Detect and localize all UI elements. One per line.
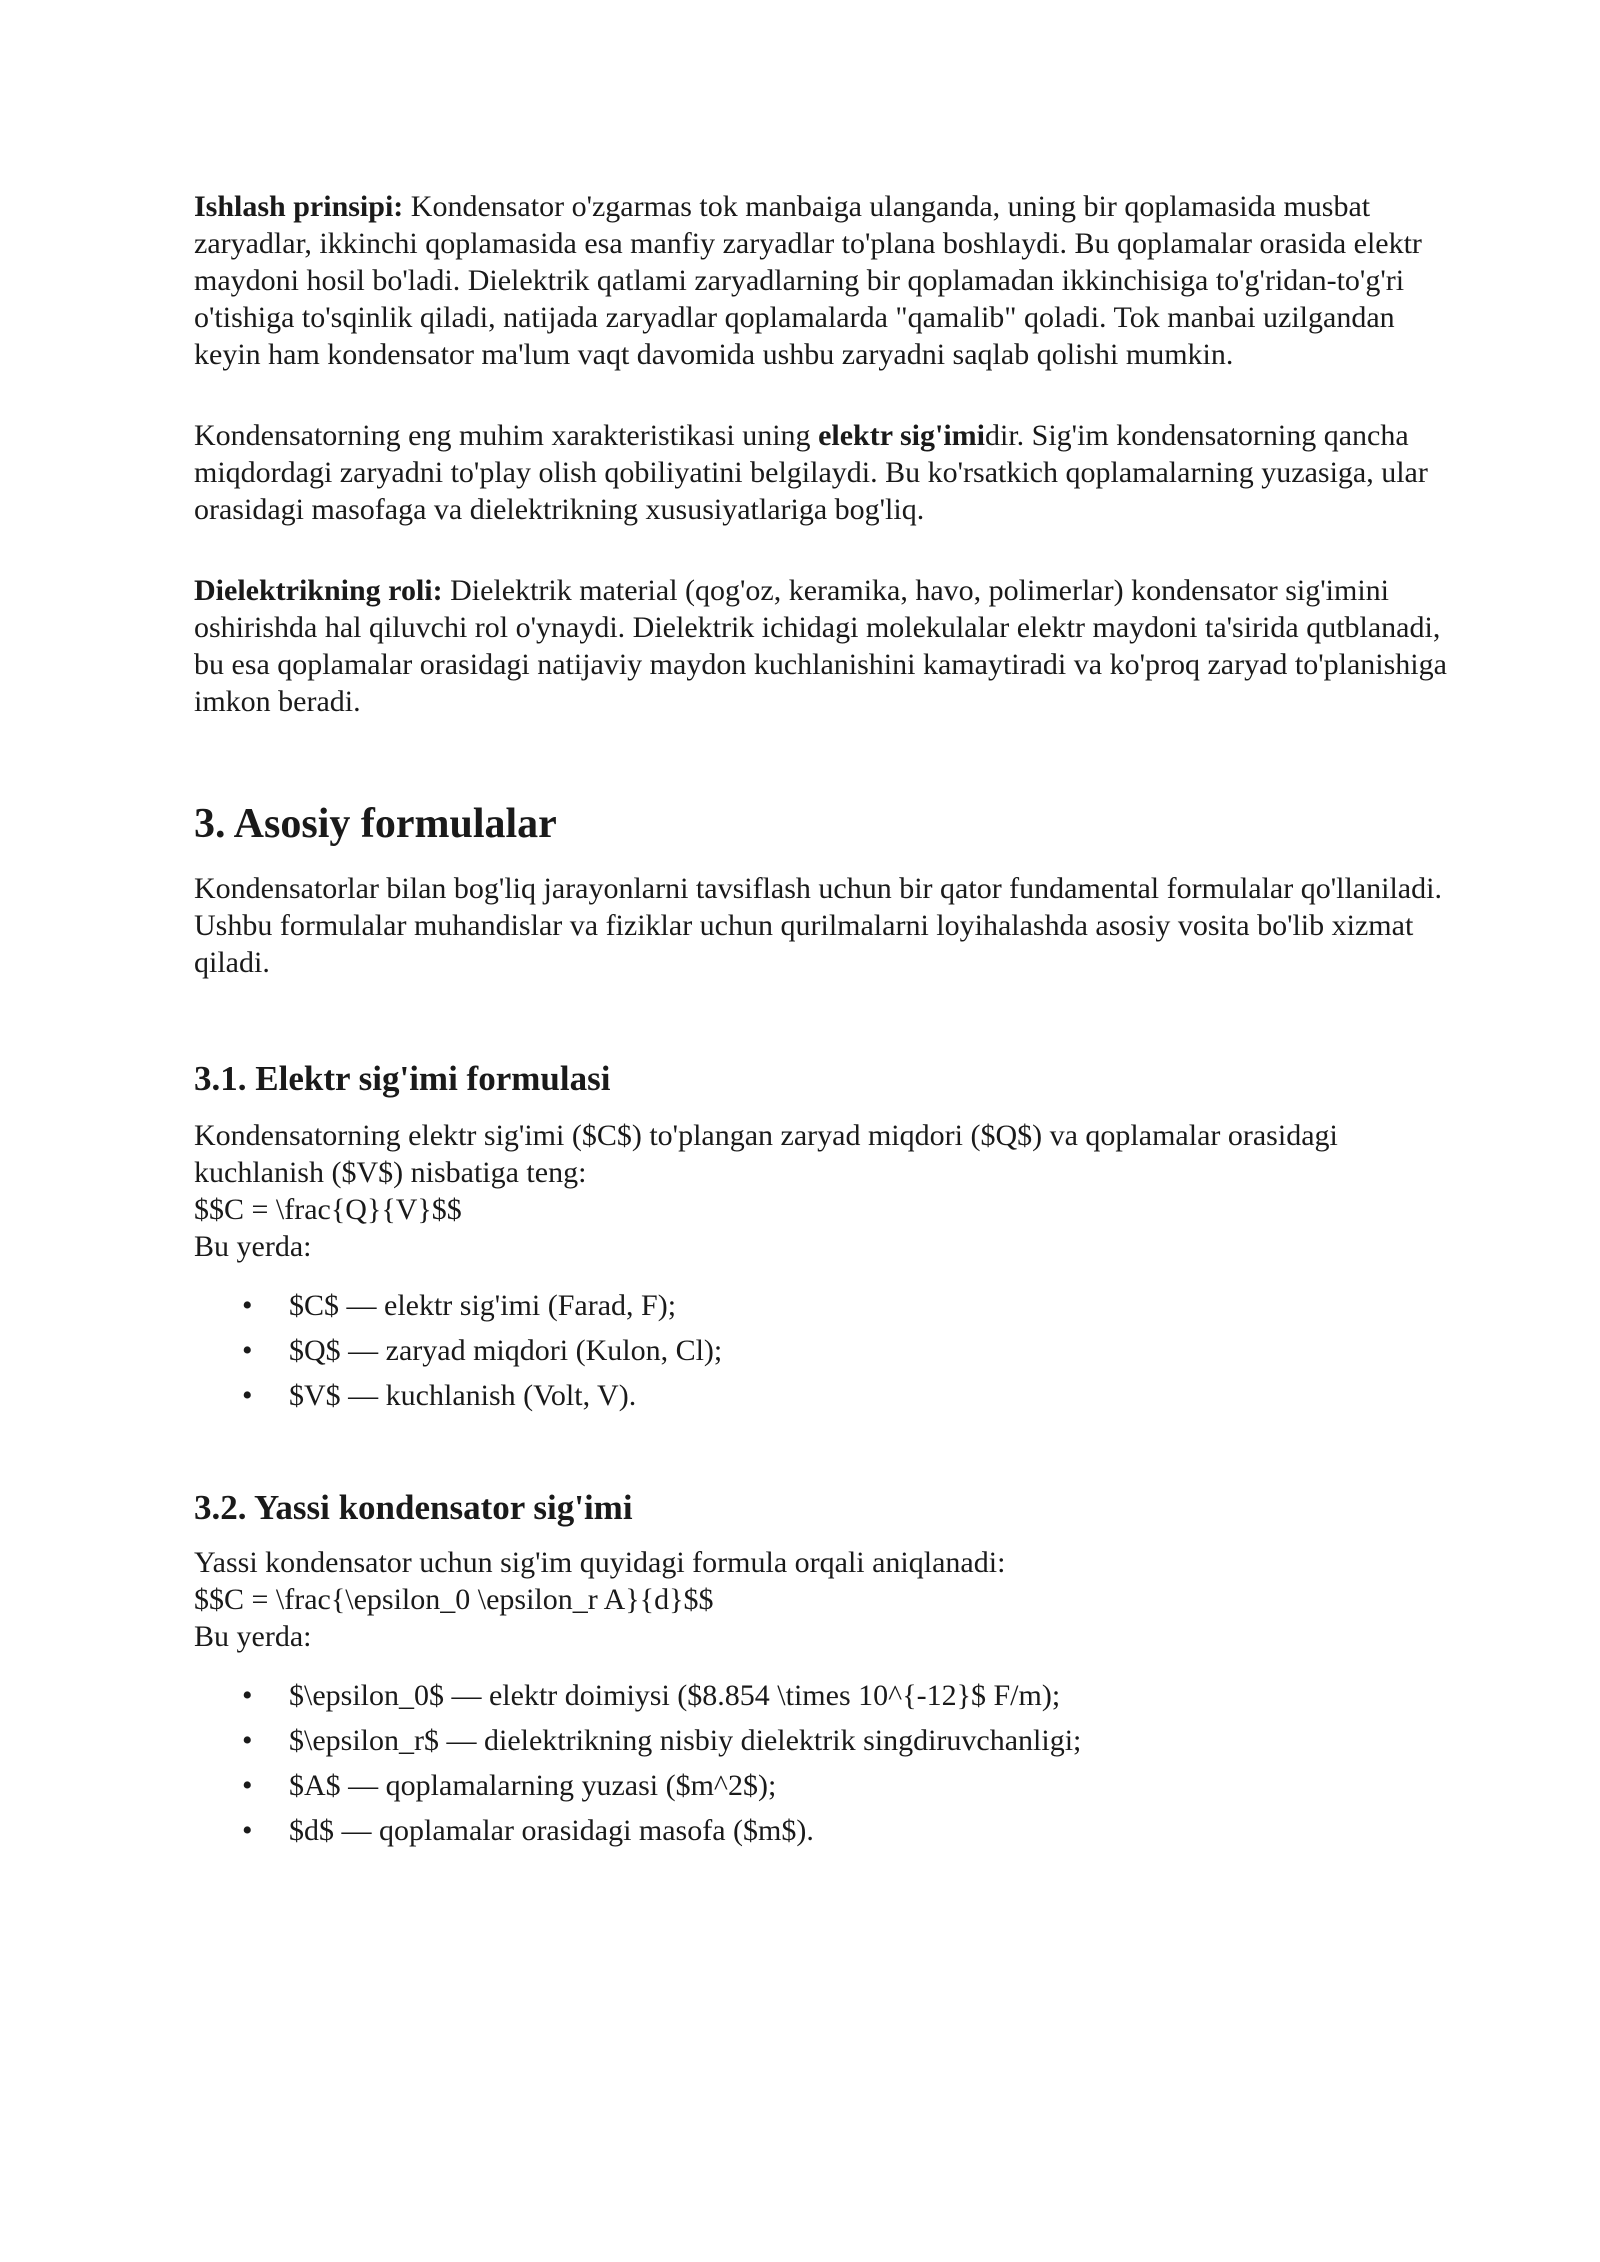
- list-item: • $V$ — kuchlanish (Volt, V).: [194, 1373, 1454, 1418]
- paragraph-text-dielectric-role: Dielektrik material (qog'oz, keramika, havo, polimerlar) kondensator sig'imini oshirishda hal qiluvchi rol o'ynaydi. Dielektrik ichidagi molekulalar elektr maydoni ta'sirida qutblanadi, bu esa qoplamalar orasidagi natijaviy maydon kuchlanishini kamaytiradi va ko'proq zaryad to'planishiga imkon beradi.: [194, 574, 1447, 718]
- list-item: • $Q$ — zaryad miqdori (Kulon, Cl);: [194, 1328, 1454, 1373]
- text-where: Bu yerda:: [194, 1230, 312, 1263]
- list-item: • $d$ — qoplamalar orasidagi masofa ($m$).: [194, 1808, 1454, 1853]
- section-heading-main-formulas: 3. Asosiy formulalar: [194, 801, 557, 847]
- bullet-icon: •: [242, 1334, 253, 1367]
- bullet-icon: •: [242, 1289, 253, 1322]
- bullet-icon: •: [242, 1814, 253, 1847]
- list-item: • $\epsilon_r$ — dielektrikning nisbiy dielektrik singdiruvchanligi;: [194, 1718, 1454, 1763]
- paragraph-text-working-principle: Kondensator o'zgarmas tok manbaiga ulanganda, uning bir qoplamasida musbat zaryadlar, ikkinchi qoplamasida esa manfiy zaryadlar to'plana boshlaydi. Bu qoplamalar orasida elektr maydoni hosil bo'ladi. Dielektrik qatlami zaryadlarning bir qoplamadan ikkinchisiga to'g'ridan-to'g'ri o'tishiga to'sqinlik qiladi, natijada zaryadlar qoplamalarda "qamalib" qoladi. Tok manbai uzilgandan keyin ham kondensator ma'lum vaqt davomida ushbu zaryadni saqlab qolishi mumkin.: [194, 190, 1422, 371]
- bullet-icon: •: [242, 1724, 253, 1757]
- paragraph-label-working-principle: Ishlash prinsipi:: [194, 190, 404, 223]
- paragraph-working-principle: [194, 188, 1454, 373]
- formula-parallel-plate: $$C = \frac{\epsilon_0 \epsilon_r A}{d}$$: [194, 1583, 714, 1616]
- bullet-icon: •: [242, 1769, 253, 1802]
- document-page: [194, 188, 1454, 1853]
- list-item: • $C$ — elektr sig'imi (Farad, F);: [194, 1283, 1454, 1328]
- paragraph-text-before: Kondensatorning eng muhim xarakteristikasi uning: [194, 419, 819, 452]
- paragraph-text-after: dir. Sig'im kondensatorning qancha miqdordagi zaryadni to'play olish qobiliyatini belgilaydi. Bu ko'rsatkich qoplamalarning yuzasiga, ular orasidagi masofaga va dielektrikning xususiyatlariga bog'liq.: [194, 419, 1428, 526]
- bullet-icon: •: [242, 1679, 253, 1712]
- paragraph-dielectric-role: [194, 572, 1454, 720]
- text-capacitance-definition: Kondensatorning elektr sig'imi ($C$) to'plangan zaryad miqdori ($Q$) va qoplamalar orasidagi kuchlanish ($V$) nisbatiga teng:: [194, 1119, 1338, 1189]
- bold-term-capacitance: elektr sig'imi: [818, 419, 985, 452]
- paragraph-formulas-intro: Kondensatorlar bilan bog'liq jarayonlarni tavsiflash uchun bir qator fundamental formulalar qo'llaniladi. Ushbu formulalar muhandislar va fiziklar uchun qurilmalarni loyihalashda asosiy vosita bo'lib xizmat qiladi.: [194, 872, 1442, 979]
- paragraph-capacitance-intro: [194, 417, 1454, 528]
- text-where: Bu yerda:: [194, 1620, 312, 1653]
- subsection-heading-parallel-plate: 3.2. Yassi kondensator sig'imi: [194, 1488, 633, 1527]
- formula-capacitance: $$C = \frac{Q}{V}$$: [194, 1193, 462, 1226]
- bullet-icon: •: [242, 1379, 253, 1412]
- list-item: • $\epsilon_0$ — elektr doimiysi ($8.854 \times 10^{-12}$ F/m);: [194, 1673, 1454, 1718]
- text-parallel-plate-definition: Yassi kondensator uchun sig'im quyidagi formula orqali aniqlanadi:: [194, 1546, 1006, 1579]
- list-item: • $A$ — qoplamalarning yuzasi ($m^2$);: [194, 1763, 1454, 1808]
- subsection-heading-capacitance-formula: 3.1. Elektr sig'imi formulasi: [194, 1059, 611, 1098]
- variable-list-capacitance: [194, 1283, 1454, 1418]
- paragraph-label-dielectric-role: Dielektrikning roli:: [194, 574, 443, 607]
- variable-list-parallel-plate: [194, 1673, 1454, 1853]
